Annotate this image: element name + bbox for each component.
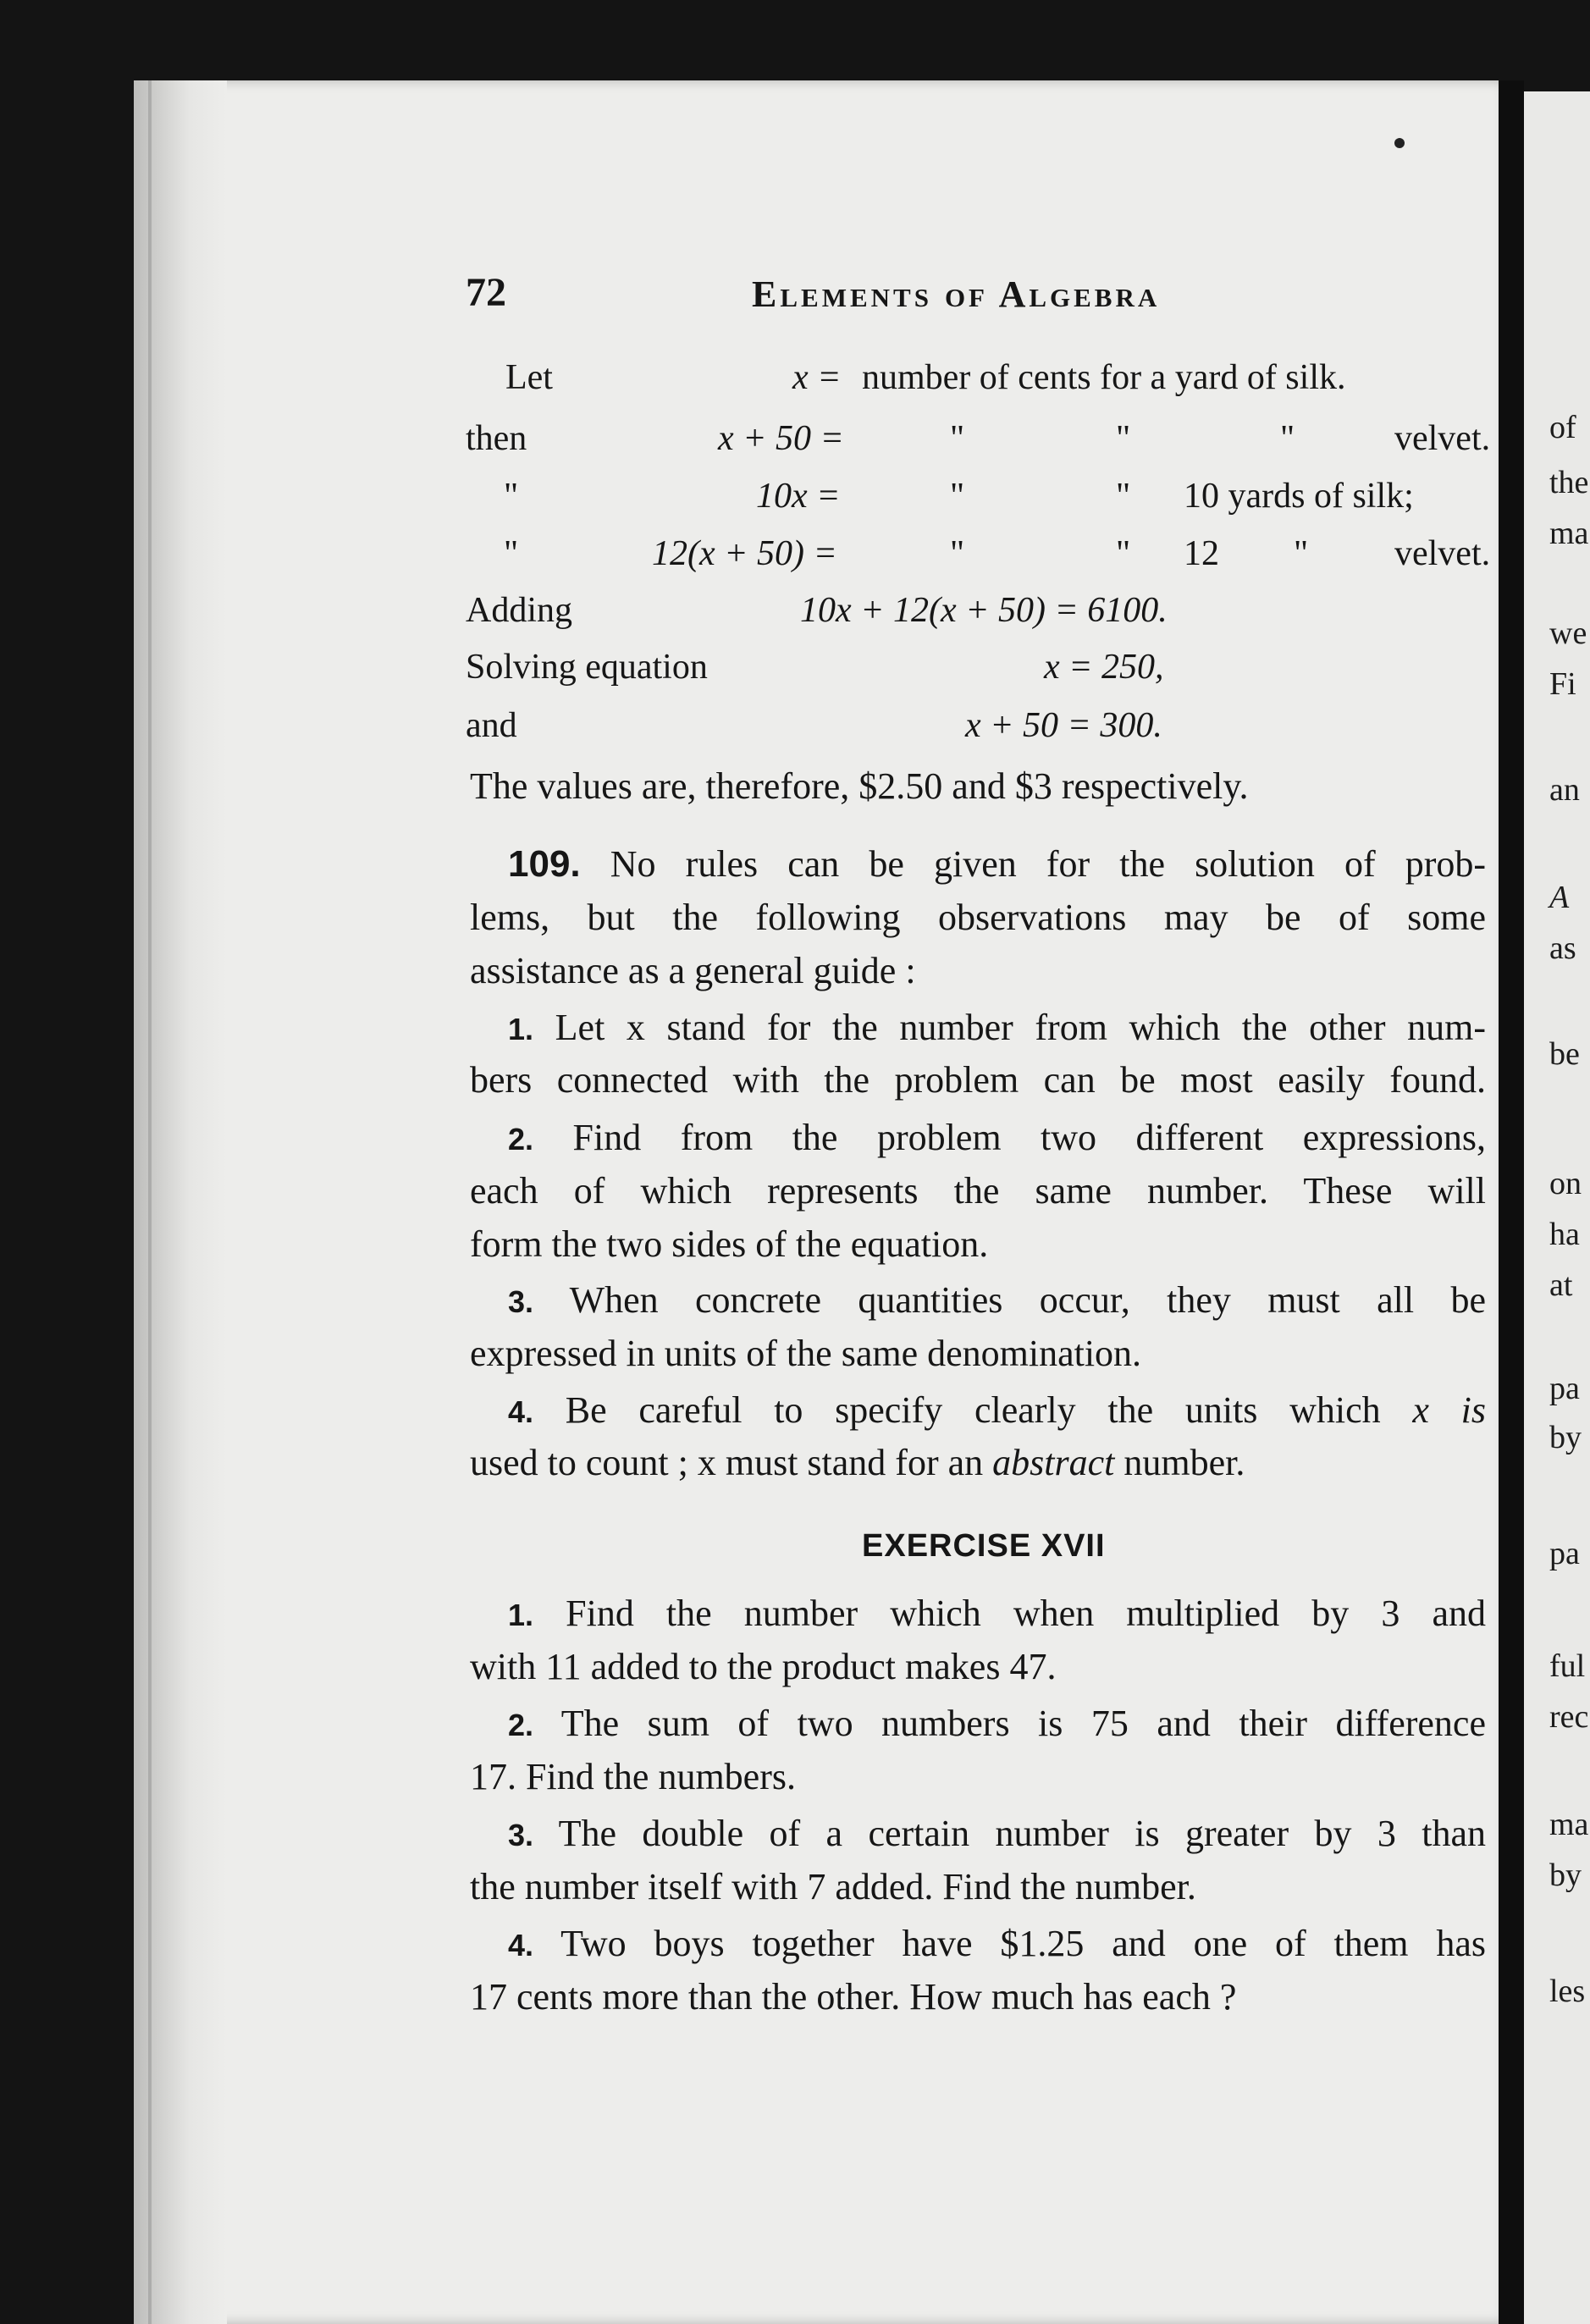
values-conclusion: The values are, therefore, $2.50 and $3 respectively. [470,765,1249,807]
facing-fragment: les [1549,1973,1586,2009]
section-109-line1 [508,842,1486,886]
facing-fragment: rec [1549,1699,1589,1735]
ditto-mark: " [950,534,965,573]
ditto-mark: " [1294,534,1309,573]
facing-fragment: A [1549,880,1570,915]
facing-fragment: of [1549,410,1576,445]
ditto-mark: " [1116,534,1131,573]
setup-label: " [504,477,519,516]
rule-text: Let x stand for the number from which the other num- [555,1007,1487,1048]
facing-fragment: ha [1549,1217,1580,1252]
problem-text: The double of a certain number is greater by 3 than [558,1813,1486,1854]
exercise-heading: EXERCISE XVII [862,1528,1106,1564]
section-109-line3: assistance as a general guide : [470,950,916,991]
setup-label: " [504,534,519,573]
rule-text-variable: x is [1412,1389,1487,1431]
rule-3-line2: expressed in units of the same denomination. [470,1333,1142,1374]
problem-4-line2: 17 cents more than the other. How much has each ? [470,1976,1237,2018]
facing-fragment: Fi [1549,666,1576,702]
ditto-mark: " [950,477,965,516]
rule-number: 2. [508,1122,534,1156]
setup-expr: 10x = [756,477,841,516]
facing-fragment: ma [1549,516,1589,551]
problem-1-line1 [508,1592,1486,1635]
facing-fragment: at [1549,1267,1573,1303]
rule-1-line1 [508,1006,1486,1049]
setup-label: Let [505,358,553,397]
facing-fragment: be [1549,1036,1580,1072]
running-head: Elements of Algebra [752,273,1161,315]
problem-number: 3. [508,1818,534,1852]
rule-text: used to count ; x must stand for an [470,1442,984,1483]
setup-tail: 10 yards of silk; [1184,477,1414,516]
rule-3-line1 [508,1278,1486,1322]
problem-text: Two boys together have $1.25 and one of them has [560,1923,1486,1964]
facing-fragment: by [1549,1858,1582,1893]
facing-fragment: pa [1549,1371,1580,1406]
solving-label: Solving equation [466,648,708,687]
rule-text: number. [1123,1442,1245,1483]
rule-2-line2: each of which represents the same number. These will [470,1170,1486,1212]
rule-text-emphasis: abstract [992,1442,1115,1483]
spine-crease [148,80,152,2324]
facing-fragment: on [1549,1166,1582,1201]
rule-2-line1 [508,1116,1486,1159]
rule-text: Be careful to specify clearly the units which [565,1389,1381,1431]
problem-3-line2: the number itself with 7 added. Find the number. [470,1866,1196,1907]
rule-text: Find from the problem two different expressions, [572,1117,1486,1158]
setup-tail: velvet. [1394,534,1491,573]
setup-expr: x + 50 = [718,419,844,458]
problem-2-line2: 17. Find the numbers. [470,1756,796,1797]
problem-text: Find the number which when multiplied by 3 and [566,1593,1487,1634]
rule-2-line3: form the two sides of the equation. [470,1223,989,1265]
facing-fragment: as [1549,930,1576,966]
solving-expression: x = 250, [1044,648,1164,687]
facing-fragment: by [1549,1420,1582,1455]
setup-expr: 12(x + 50) = [652,534,837,573]
facing-page-edge [1524,91,1590,2324]
facing-fragment: the [1549,465,1589,500]
problem-3-line1 [508,1812,1486,1855]
ditto-mark: " [950,419,965,458]
rule-number: 3. [508,1284,534,1319]
facing-fragment: ma [1549,1807,1589,1842]
page-number: 72 [466,270,506,315]
setup-tail: velvet. [1394,419,1491,458]
ditto-mark: " [1280,419,1295,458]
adding-expression: 10x + 12(x + 50) = 6100. [800,591,1168,630]
problem-number: 4. [508,1928,534,1962]
problem-2-line1 [508,1702,1486,1745]
gutter-shadow [1499,80,1524,2324]
rule-1-line2: bers connected with the problem can be most easily found. [470,1059,1486,1101]
problem-number: 1. [508,1598,534,1632]
rule-4-line1 [508,1388,1486,1432]
rule-text: When concrete quantities occur, they must all be [569,1279,1486,1321]
rule-number: 1. [508,1012,534,1046]
ditto-mark: " [1116,419,1131,458]
problem-text: The sum of two numbers is 75 and their difference [560,1703,1486,1744]
problem-number: 2. [508,1708,534,1742]
problem-4-line1 [508,1922,1486,1965]
setup-expr: x = [792,358,842,397]
section-text: No rules can be given for the solution of prob- [610,843,1486,885]
rule-4-line2 [470,1441,1486,1484]
and-label: and [466,706,517,745]
facing-fragment: an [1549,772,1580,808]
section-number: 109. [508,843,581,885]
rule-number: 4. [508,1394,534,1429]
ink-speck [1394,138,1405,148]
and-expression: x + 50 = 300. [965,706,1162,745]
adding-label: Adding [466,591,572,630]
facing-fragment: we [1549,616,1587,651]
problem-1-line2: with 11 added to the product makes 47. [470,1646,1057,1687]
facing-fragment: pa [1549,1536,1580,1571]
setup-num: 12 [1184,534,1219,573]
facing-fragment: ful [1549,1648,1586,1684]
setup-label: then [466,419,527,458]
setup-desc: number of cents for a yard of silk. [862,358,1346,397]
section-109-line2: lems, but the following observations may be of some [470,897,1486,938]
ditto-mark: " [1116,477,1131,516]
